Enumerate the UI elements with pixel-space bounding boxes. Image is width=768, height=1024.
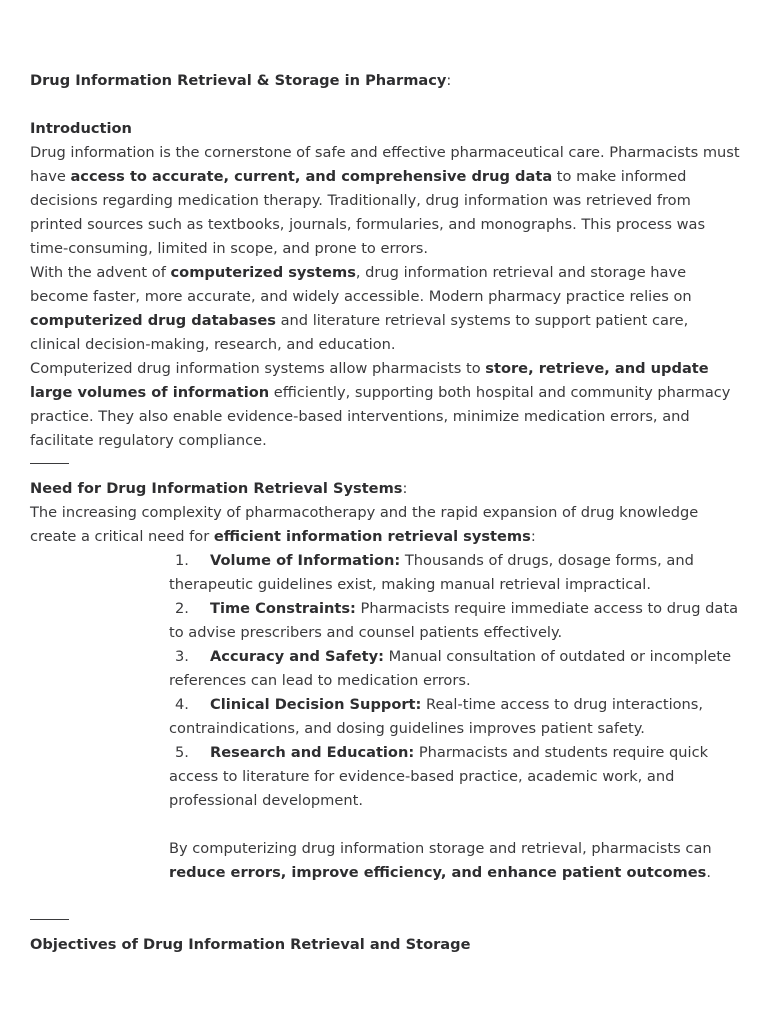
intro-paragraph-1 <box>30 141 742 261</box>
need-list <box>169 549 742 813</box>
need-conclusion-text-c: . <box>706 864 711 881</box>
section-divider <box>30 919 69 920</box>
list-item-text: Pharmacists and students require quick access to literature for evidence-based practice, academic work, and professional development. <box>169 744 709 809</box>
list-item-label: Accuracy and Safety: <box>210 648 384 665</box>
list-item-label: Clinical Decision Support: <box>210 696 422 713</box>
spacer <box>30 93 742 117</box>
intro-p3-text-c: efficiently, supporting both hospital and community pharmacy practice. They also enable evidence-based interventions, minimize medication errors, and facilitate regulatory compliance. <box>30 384 731 449</box>
list-item <box>169 549 742 597</box>
need-conclusion-text-a: By computerizing drug information storage and retrieval, pharmacists can <box>169 840 712 857</box>
list-item-label: Volume of Information: <box>210 552 401 569</box>
need-conclusion-paragraph <box>169 837 742 885</box>
intro-p1-text-c: to make informed decisions regarding medication therapy. Traditionally, drug information was retrieved from printed sources such as textbooks, journals, formularies, and monographs. This process was time-consuming, limited in scope, and prone to errors. <box>30 168 706 257</box>
intro-p3-text-a: Computerized drug information systems allow pharmacists to <box>30 360 486 377</box>
spacer <box>30 813 742 837</box>
need-intro-paragraph <box>30 501 742 549</box>
list-item-number: 4. <box>175 696 189 713</box>
document-title-line <box>30 69 742 93</box>
document-title: Drug Information Retrieval & Storage in Pharmacy <box>30 72 447 89</box>
intro-p2-emphasis-2: computerized drug databases <box>30 312 276 329</box>
list-item-text: Manual consultation of outdated or incomplete references can lead to medication errors. <box>169 648 732 689</box>
list-item-number: 5. <box>175 744 189 761</box>
list-item-text: Real-time access to drug interactions, contraindications, and dosing guidelines improves patient safety. <box>169 696 704 737</box>
list-item-text: Pharmacists require immediate access to drug data to advise prescribers and counsel patients effectively. <box>169 600 739 641</box>
list-item-text: Thousands of drugs, dosage forms, and therapeutic guidelines exist, making manual retrieval impractical. <box>169 552 694 593</box>
intro-p3-emphasis: store, retrieve, and update large volumes of information <box>30 360 709 401</box>
list-item <box>169 645 742 693</box>
section-divider <box>30 463 69 464</box>
need-intro-text-a: The increasing complexity of pharmacotherapy and the rapid expansion of drug knowledge create a critical need for <box>30 504 699 545</box>
list-item-label: Research and Education: <box>210 744 415 761</box>
list-item-number: 1. <box>175 552 189 569</box>
list-item-number: 2. <box>175 600 189 617</box>
list-item <box>169 741 742 813</box>
list-item <box>169 597 742 645</box>
need-intro-text-c: : <box>530 528 536 545</box>
need-heading: Need for Drug Information Retrieval Systems <box>30 480 403 497</box>
spacer <box>30 885 742 909</box>
need-heading-line <box>30 477 742 501</box>
list-item-label: Time Constraints: <box>210 600 356 617</box>
intro-p2-text-c: , drug information retrieval and storage have become faster, more accurate, and widely accessible. Modern pharmacy practice relies on <box>30 264 692 305</box>
intro-p2-text-a: With the advent of <box>30 264 171 281</box>
intro-p1-emphasis: access to accurate, current, and comprehensive drug data <box>70 168 553 185</box>
document-body <box>30 69 742 957</box>
intro-paragraph-3 <box>30 357 742 453</box>
need-conclusion-emphasis: reduce errors, improve efficiency, and enhance patient outcomes <box>169 864 707 881</box>
document-title-suffix: : <box>446 72 452 89</box>
intro-paragraph-2 <box>30 261 742 357</box>
list-item <box>169 693 742 741</box>
list-item-number: 3. <box>175 648 189 665</box>
intro-p2-text-e: and literature retrieval systems to support patient care, clinical decision-making, research, and education. <box>30 312 689 353</box>
need-heading-suffix: : <box>402 480 408 497</box>
intro-p1-text-a: Drug information is the cornerstone of safe and effective pharmaceutical care. Pharmacists must have <box>30 144 740 185</box>
objectives-heading: Objectives of Drug Information Retrieval and Storage <box>30 936 471 953</box>
intro-heading: Introduction <box>30 120 132 137</box>
need-intro-emphasis: efficient information retrieval systems <box>213 528 531 545</box>
intro-p2-emphasis-1: computerized systems <box>170 264 356 281</box>
